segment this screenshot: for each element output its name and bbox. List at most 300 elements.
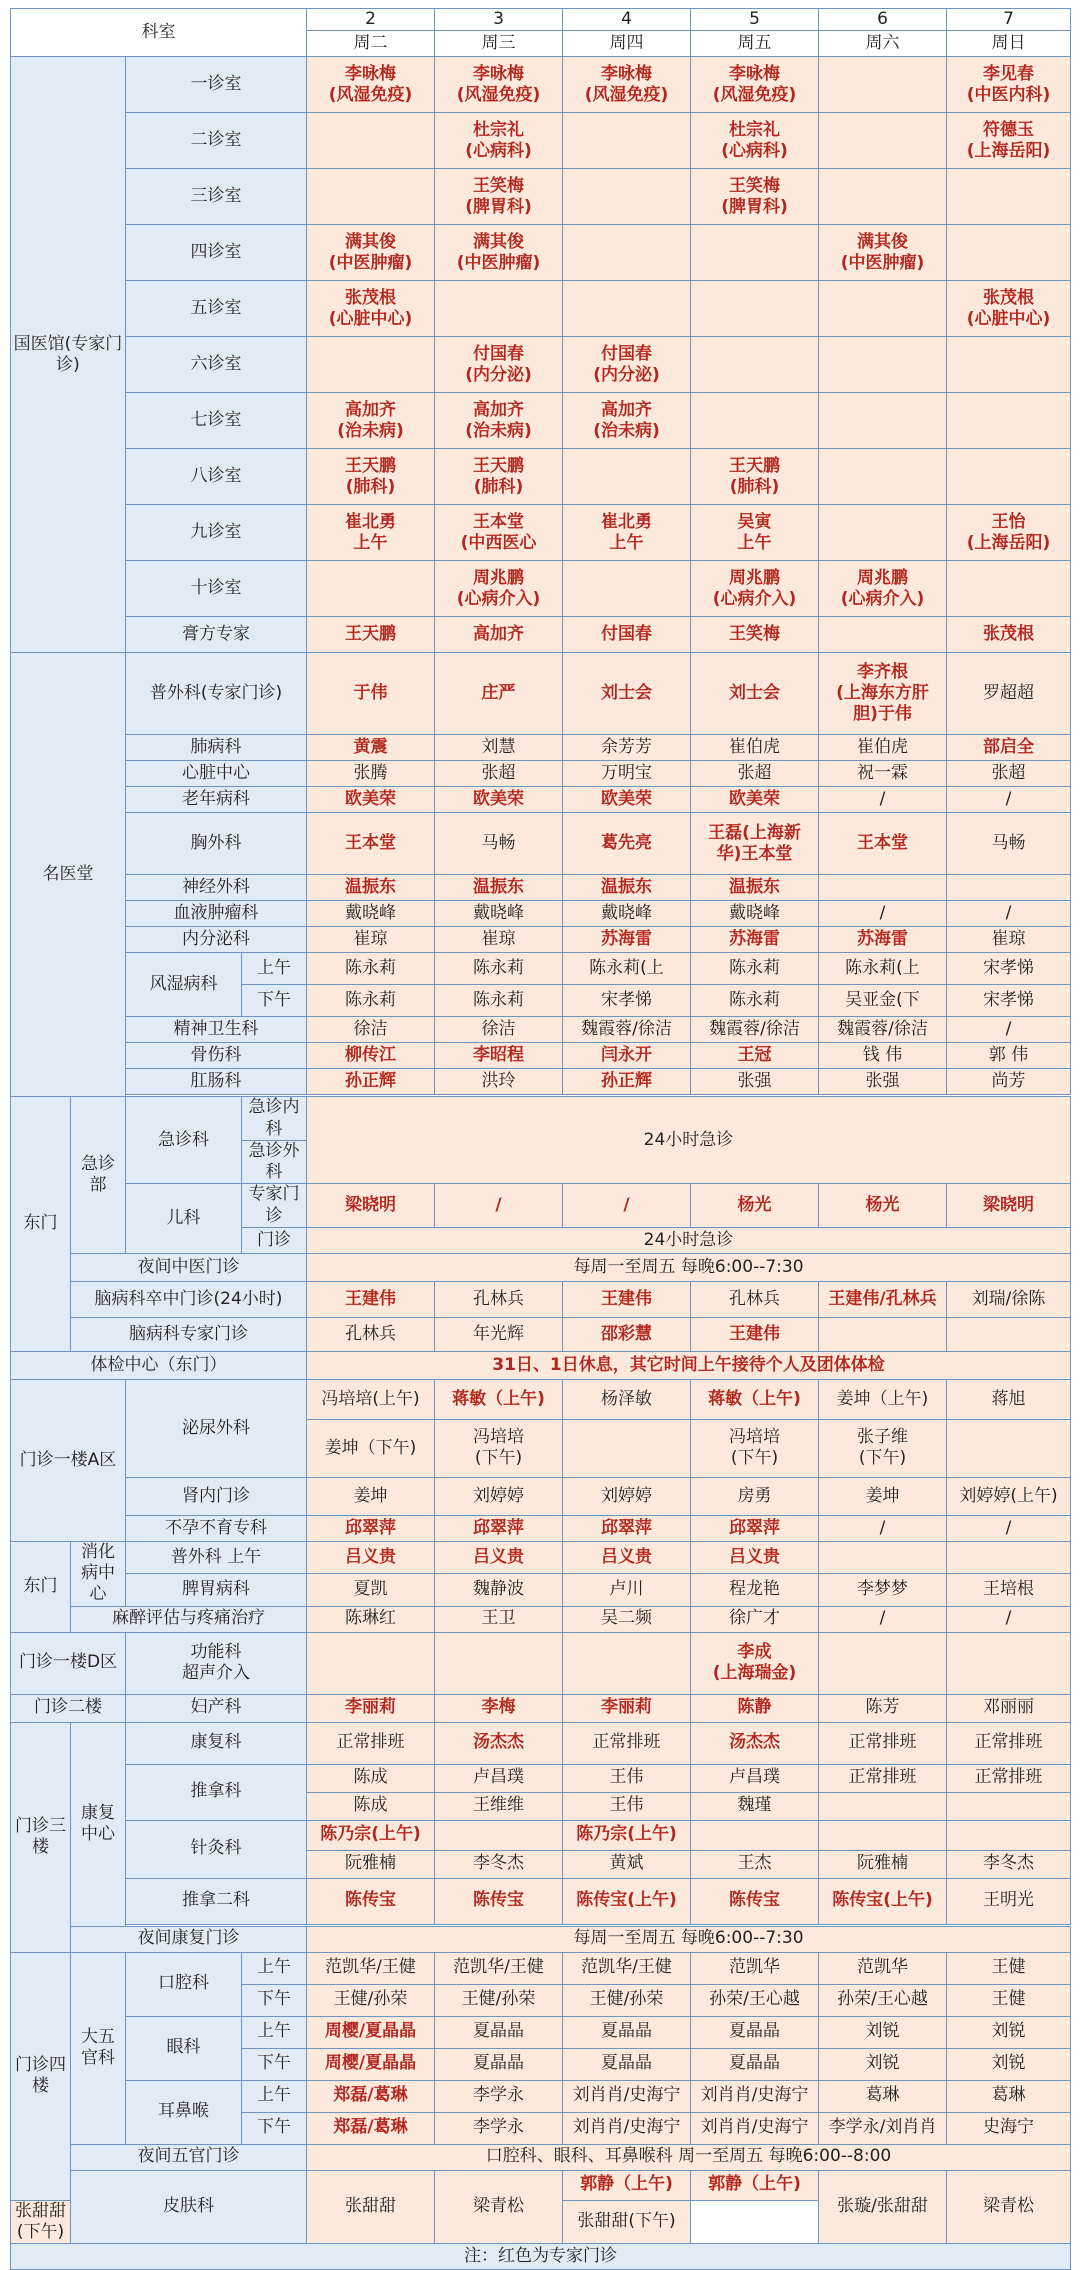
- doctor-cell: [563, 281, 691, 337]
- doctor-cell: 夏晶晶: [435, 2016, 563, 2048]
- doctor-cell: 王建伟: [307, 1281, 435, 1317]
- night-rehab-note: 每周一至周五 每晚6:00--7:30: [307, 1926, 1071, 1952]
- doctor-cell: 王伟: [563, 1764, 691, 1792]
- doctor-cell: 房勇: [691, 1477, 819, 1515]
- doctor-cell: [563, 113, 691, 169]
- doctor-cell: 柳传江: [307, 1043, 435, 1069]
- doctor-cell: 温振东: [691, 875, 819, 901]
- doctor-cell: 蒋旭: [947, 1379, 1071, 1419]
- schedule-row: [11, 2016, 1071, 2048]
- dept-label: 风湿病科: [126, 953, 242, 1017]
- session-label: 上午: [242, 953, 307, 985]
- section-ent-center: 大五官科: [71, 1952, 126, 2144]
- schedule-row: [11, 901, 1071, 927]
- doctor-cell: 陈永莉: [435, 985, 563, 1017]
- schedule-row: [11, 1097, 1071, 1141]
- doctor-cell: 马畅: [435, 813, 563, 875]
- doctor-cell: 陈传宝(上午): [819, 1878, 947, 1924]
- section-floor3: 门诊三楼: [11, 1722, 71, 1952]
- schedule-row: [11, 505, 1071, 561]
- doctor-cell: 卢昌璞: [435, 1764, 563, 1792]
- doctor-cell: 范凯华: [691, 1952, 819, 1984]
- doctor-cell: [563, 225, 691, 281]
- session-label: 上午: [242, 2016, 307, 2048]
- er-note: 24小时急诊: [307, 1097, 1071, 1184]
- doctor-cell: /: [563, 1184, 691, 1228]
- doctor-cell: 尚芳: [947, 1069, 1071, 1095]
- doctor-cell: [307, 2112, 435, 2144]
- doctor-cell: 符德玉 (上海岳阳): [947, 113, 1071, 169]
- schedule-row: [11, 1017, 1071, 1043]
- doctor-cell: 孔林兵: [691, 1281, 819, 1317]
- doctor-cell: 王天鹏 (肺科): [307, 449, 435, 505]
- doctor-cell: 汤杰杰: [435, 1722, 563, 1764]
- schedule-row: [11, 735, 1071, 761]
- doctor-cell: /: [819, 787, 947, 813]
- section-dongmen: 东门: [11, 1541, 71, 1632]
- doctor-cell: 余芳芳: [563, 735, 691, 761]
- schedule-row: [11, 1764, 1071, 1792]
- doctor-cell: 姜坤（上午): [819, 1379, 947, 1419]
- doctor-cell: 庄严: [435, 653, 563, 735]
- room-label: 五诊室: [126, 281, 307, 337]
- doctor-cell: 温振东: [563, 875, 691, 901]
- doctor-cell: [691, 393, 819, 449]
- doctor-cell: 王天鹏 (肺科): [691, 449, 819, 505]
- dept-label: 针灸科: [126, 1820, 307, 1878]
- doctor-cell: 李梦梦: [819, 1574, 947, 1606]
- schedule-row: [11, 1379, 1071, 1419]
- doctor-cell: 邵彩慧: [563, 1317, 691, 1351]
- weekday: 周四: [563, 31, 691, 57]
- doctor-cell: 刘婷婷: [563, 1477, 691, 1515]
- dept-label: 夜间五官门诊: [71, 2144, 307, 2170]
- session-label: 下午: [242, 985, 307, 1017]
- doctor-cell: 闫永开: [563, 1043, 691, 1069]
- doctor-cell: 王本堂: [307, 813, 435, 875]
- doctor-cell: 戴晓峰: [691, 901, 819, 927]
- dept-label: 儿科: [126, 1184, 242, 1254]
- doctor-cell: 王笑梅 (脾胃科): [435, 169, 563, 225]
- doctor-cell: 陈传宝: [691, 1878, 819, 1924]
- doctor-cell: 程龙艳: [691, 1574, 819, 1606]
- doctor-cell: /: [947, 1515, 1071, 1541]
- doctor-cell: 周兆鹏 (心病介入): [691, 561, 819, 617]
- schedule-row: [11, 1926, 1071, 1952]
- doctor-cell: 李冬杰: [947, 1850, 1071, 1878]
- doctor-cell: 刘士会: [563, 653, 691, 735]
- doctor-cell: 姜坤: [307, 1477, 435, 1515]
- session-label: 下午: [242, 2048, 307, 2080]
- doctor-cell: /: [947, 901, 1071, 927]
- doctor-cell: /: [819, 901, 947, 927]
- schedule-row: [11, 1477, 1071, 1515]
- doctor-cell: 正常排班: [947, 1764, 1071, 1792]
- schedule-row: [11, 1317, 1071, 1351]
- doctor-cell: 魏霞蓉/徐洁: [563, 1017, 691, 1043]
- doctor-cell: 孙荣/王心越: [691, 1984, 819, 2016]
- dept-label: 推拿科: [126, 1764, 307, 1820]
- doctor-cell: 郭静（上午): [563, 2170, 691, 2200]
- doctor-cell: [947, 1632, 1071, 1694]
- weekday: 周日: [947, 31, 1071, 57]
- doctor-cell: 刘瑞/徐陈: [947, 1281, 1071, 1317]
- schedule-row: [11, 1820, 1071, 1850]
- doctor-cell: 正常排班: [819, 1764, 947, 1792]
- doctor-cell: [819, 1632, 947, 1694]
- doctor-cell: 宋孝悌: [947, 953, 1071, 985]
- checkup-note: 31日、1日休息，其它时间上午接待个人及团体体检: [307, 1351, 1071, 1379]
- section-floor1d: 门诊一楼D区: [11, 1632, 126, 1694]
- doctor-cell: 李咏梅 (风湿免疫): [307, 57, 435, 113]
- doctor-cell: 陈琳红: [307, 1606, 435, 1632]
- doctor-cell: 夏晶晶: [691, 2048, 819, 2080]
- doctor-cell: 张腾: [307, 761, 435, 787]
- doctor-cell: [307, 561, 435, 617]
- doctor-name: 郑磊/葛琳: [333, 2117, 408, 2138]
- schedule-row: [11, 449, 1071, 505]
- doctor-cell: 郭 伟: [947, 1043, 1071, 1069]
- doctor-cell: 孔林兵: [307, 1317, 435, 1351]
- room-label: 四诊室: [126, 225, 307, 281]
- doctor-cell: 张超: [435, 761, 563, 787]
- doctor-cell: [563, 169, 691, 225]
- doctor-cell: 邓丽丽: [947, 1694, 1071, 1722]
- doctor-cell: [563, 561, 691, 617]
- peds-note: 24小时急诊: [307, 1227, 1071, 1253]
- schedule-row: [11, 1541, 1071, 1573]
- schedule-row: [11, 2144, 1071, 2170]
- doctor-cell: 部启全: [947, 735, 1071, 761]
- doctor-cell: 王天鹏: [307, 617, 435, 653]
- doctor-cell: [819, 875, 947, 901]
- doctor-cell: [819, 337, 947, 393]
- doctor-cell: 范凯华/王健: [435, 1952, 563, 1984]
- dept-label: 血液肿瘤科: [126, 901, 307, 927]
- doctor-cell: /: [435, 1184, 563, 1228]
- doctor-cell: [307, 169, 435, 225]
- doctor-cell: 付国春: [563, 617, 691, 653]
- doctor-cell: 年光辉: [435, 1317, 563, 1351]
- doctor-cell: 祝一霖: [819, 761, 947, 787]
- doctor-cell: 刘肖肖/史海宁: [691, 2080, 819, 2112]
- doctor-cell: 卢昌璞: [691, 1764, 819, 1792]
- doctor-cell: 杜宗礼 (心病科): [691, 113, 819, 169]
- schedule-row: [11, 1574, 1071, 1606]
- dept-label: 夜间康复门诊: [71, 1926, 307, 1952]
- doctor-cell: 吕义贵: [691, 1541, 819, 1573]
- dept-label: 泌尿外科: [126, 1379, 307, 1477]
- day-num: 6: [819, 9, 947, 31]
- doctor-cell: 姜坤: [819, 1477, 947, 1515]
- doctor-cell: 邱翠萍: [307, 1515, 435, 1541]
- doctor-cell: [947, 1792, 1071, 1820]
- doctor-cell: 欧美荣: [691, 787, 819, 813]
- doctor-cell: 李见春 (中医内科): [947, 57, 1071, 113]
- schedule-row: [11, 1878, 1071, 1924]
- section-floor2: 门诊二楼: [11, 1694, 126, 1722]
- doctor-cell: 戴晓峰: [563, 901, 691, 927]
- doctor-cell: 张甜甜(下午): [11, 2200, 71, 2244]
- doctor-cell: 黄震: [307, 735, 435, 761]
- dept-label: 妇产科: [126, 1694, 307, 1722]
- doctor-cell: 王天鹏 (肺科): [435, 449, 563, 505]
- doctor-cell: [819, 1317, 947, 1351]
- doctor-cell: 王杰: [691, 1850, 819, 1878]
- doctor-cell: 陈永莉(上: [819, 953, 947, 985]
- room-label: 六诊室: [126, 337, 307, 393]
- doctor-cell: /: [819, 1606, 947, 1632]
- section-floor4: 门诊四楼: [11, 1952, 71, 2200]
- doctor-cell: 夏凯: [307, 1574, 435, 1606]
- day-num: 7: [947, 9, 1071, 31]
- doctor-cell: [819, 57, 947, 113]
- doctor-cell: 阮雅楠: [307, 1850, 435, 1878]
- doctor-cell: 吕义贵: [307, 1541, 435, 1573]
- doctor-cell: 夏晶晶: [691, 2016, 819, 2048]
- doctor-cell: [691, 225, 819, 281]
- doctor-cell: 王建伟: [691, 1317, 819, 1351]
- schedule-row: [11, 1722, 1071, 1764]
- doctor-cell: 吴寅 上午: [691, 505, 819, 561]
- doctor-cell: [819, 169, 947, 225]
- dept-label: 心脏中心: [126, 761, 307, 787]
- doctor-cell: 刘婷婷: [435, 1477, 563, 1515]
- doctor-cell: [947, 561, 1071, 617]
- schedule-row: [11, 787, 1071, 813]
- doctor-cell: 张甜甜(下午): [563, 2200, 691, 2244]
- doctor-cell: 欧美荣: [563, 787, 691, 813]
- doctor-cell: 刘婷婷(上午): [947, 1477, 1071, 1515]
- doctor-cell: 李咏梅 (风湿免疫): [435, 57, 563, 113]
- dept-label: 肛肠科: [126, 1069, 307, 1095]
- doctor-cell: 王笑梅 (脾胃科): [691, 169, 819, 225]
- doctor-cell: 张超: [947, 761, 1071, 787]
- doctor-cell: 阮雅楠: [819, 1850, 947, 1878]
- section-er: 急诊部: [71, 1097, 126, 1254]
- doctor-cell: 满其俊 (中医肿瘤): [819, 225, 947, 281]
- doctor-cell: 张超: [691, 761, 819, 787]
- header-dept: 科室: [11, 9, 307, 57]
- doctor-cell: 王卫: [435, 1606, 563, 1632]
- doctor-cell: /: [947, 1606, 1071, 1632]
- doctor-cell: 付国春 (内分泌): [563, 337, 691, 393]
- doctor-cell: 魏霞蓉/徐洁: [819, 1017, 947, 1043]
- doctor-cell: 范凯华/王健: [307, 1952, 435, 1984]
- day-num: 2: [307, 9, 435, 31]
- doctor-cell: [947, 393, 1071, 449]
- doctor-cell: 陈传宝: [435, 1878, 563, 1924]
- doctor-cell: [947, 1419, 1071, 1477]
- doctor-cell: /: [947, 787, 1071, 813]
- dept-label: 眼科: [126, 2016, 242, 2080]
- section-mingyi: 名医堂: [11, 653, 126, 1097]
- doctor-cell: 史海宁: [947, 2112, 1071, 2144]
- doctor-cell: /: [947, 1017, 1071, 1043]
- doctor-cell: 梁晓明: [947, 1184, 1071, 1228]
- doctor-cell: 刘士会: [691, 653, 819, 735]
- doctor-cell: [307, 2080, 435, 2112]
- doctor-cell: 崔琼: [947, 927, 1071, 953]
- room-label: 三诊室: [126, 169, 307, 225]
- doctor-cell: [947, 1317, 1071, 1351]
- doctor-cell: 黄斌: [563, 1850, 691, 1878]
- doctor-cell: 陈芳: [819, 1694, 947, 1722]
- day-num: 3: [435, 9, 563, 31]
- schedule-row: [11, 281, 1071, 337]
- schedule-row: [11, 225, 1071, 281]
- schedule-row: [11, 1606, 1071, 1632]
- doctor-cell: 欧美荣: [307, 787, 435, 813]
- doctor-cell: 王笑梅: [691, 617, 819, 653]
- doctor-cell: 吕义贵: [435, 1541, 563, 1573]
- dept-label: 老年病科: [126, 787, 307, 813]
- doctor-cell: 正常排班: [563, 1722, 691, 1764]
- dept-label: 精神卫生科: [126, 1017, 307, 1043]
- doctor-cell: 钱 伟: [819, 1043, 947, 1069]
- schedule-row: [11, 169, 1071, 225]
- doctor-cell: 万明宝: [563, 761, 691, 787]
- doctor-cell: 张茂根: [947, 617, 1071, 653]
- doctor-cell: 邱翠萍: [563, 1515, 691, 1541]
- doctor-cell: 戴晓峰: [435, 901, 563, 927]
- doctor-cell: /: [819, 1515, 947, 1541]
- weekday: 周二: [307, 31, 435, 57]
- doctor-cell: 陈成: [307, 1792, 435, 1820]
- doctor-cell: 魏瑾: [691, 1792, 819, 1820]
- schedule-row: [11, 1253, 1071, 1281]
- doctor-cell: 孙正辉: [563, 1069, 691, 1095]
- doctor-cell: 姜坤（下午): [307, 1419, 435, 1477]
- doctor-cell: 张甜甜: [307, 2170, 435, 2244]
- schedule-row: [11, 927, 1071, 953]
- doctor-cell: 邱翠萍: [691, 1515, 819, 1541]
- doctor-cell: 李冬杰: [435, 1850, 563, 1878]
- doctor-cell: [819, 1820, 947, 1850]
- doctor-cell: 陈成: [307, 1764, 435, 1792]
- doctor-cell: 王伟: [563, 1792, 691, 1820]
- session-label: 下午: [242, 2112, 307, 2144]
- doctor-cell: 范凯华: [819, 1952, 947, 1984]
- room-label: 膏方专家: [126, 617, 307, 653]
- doctor-cell: 高加齐 (治未病): [435, 393, 563, 449]
- section-digest: 消化病中心: [71, 1541, 126, 1606]
- dept-label: 急诊科: [126, 1097, 242, 1184]
- doctor-cell: [691, 337, 819, 393]
- schedule-row: [11, 813, 1071, 875]
- doctor-cell: 王培根: [947, 1574, 1071, 1606]
- doctor-cell: 夏晶晶: [563, 2048, 691, 2080]
- dept-label: 体检中心（东门）: [11, 1351, 307, 1379]
- day-num: 4: [563, 9, 691, 31]
- dept-label: 普外科 上午: [126, 1541, 307, 1573]
- doctor-cell: 王磊(上海新 华)王本堂: [691, 813, 819, 875]
- doctor-cell: 蒋敏（上午): [691, 1379, 819, 1419]
- doctor-name: 周樱/夏晶晶: [324, 2021, 417, 2042]
- doctor-cell: 洪玲: [435, 1069, 563, 1095]
- doctor-cell: 魏静波: [435, 1574, 563, 1606]
- doctor-cell: 王健/孙荣: [307, 1984, 435, 2016]
- schedule-row: [11, 2080, 1071, 2112]
- doctor-cell: 王建伟: [563, 1281, 691, 1317]
- room-label: 一诊室: [126, 57, 307, 113]
- doctor-cell: 张璇/张甜甜: [819, 2170, 947, 2244]
- doctor-cell: 冯培培 (下午): [691, 1419, 819, 1477]
- doctor-cell: 崔北勇 上午: [563, 505, 691, 561]
- doctor-cell: 徐广才: [691, 1606, 819, 1632]
- dept-label: 骨伤科: [126, 1043, 307, 1069]
- schedule-row: [11, 1515, 1071, 1541]
- doctor-cell: 高加齐 (治未病): [563, 393, 691, 449]
- weekday: 周六: [819, 31, 947, 57]
- schedule-row: [11, 1069, 1071, 1095]
- dept-label: 耳鼻喉: [126, 2080, 242, 2144]
- dept-label: 脑病科专家门诊: [71, 1317, 307, 1351]
- section-rehab: 康复中心: [71, 1722, 126, 1926]
- doctor-cell: 刘锐: [947, 2016, 1071, 2048]
- doctor-cell: 孙荣/王心越: [819, 1984, 947, 2016]
- doctor-cell: 夏晶晶: [563, 2016, 691, 2048]
- doctor-cell: 梁青松: [947, 2170, 1071, 2244]
- schedule-row: [11, 653, 1071, 735]
- doctor-cell: 陈永莉(上: [563, 953, 691, 985]
- schedule-row: [11, 1632, 1071, 1694]
- doctor-cell: 陈永莉: [691, 953, 819, 985]
- doctor-cell: 刘慧: [435, 735, 563, 761]
- dept-label: 功能科 超声介入: [126, 1632, 307, 1694]
- doctor-cell: 高加齐: [435, 617, 563, 653]
- doctor-cell: 李昭程: [435, 1043, 563, 1069]
- doctor-cell: 陈永莉: [307, 985, 435, 1017]
- schedule-row: [11, 875, 1071, 901]
- schedule-row: [11, 1043, 1071, 1069]
- doctor-cell: 刘肖肖/史海宁: [563, 2080, 691, 2112]
- schedule-row: [11, 393, 1071, 449]
- schedule-row: [11, 1351, 1071, 1379]
- schedule-row: [11, 1952, 1071, 1984]
- doctor-cell: 崔琼: [307, 927, 435, 953]
- doctor-cell: 陈永莉: [435, 953, 563, 985]
- dept-label: 急诊外科: [242, 1140, 307, 1184]
- doctor-cell: [819, 1541, 947, 1573]
- schedule-row: [11, 617, 1071, 653]
- doctor-cell: 卢川: [563, 1574, 691, 1606]
- doctor-cell: [819, 393, 947, 449]
- doctor-name: 周樱/夏晶晶: [324, 2053, 417, 2074]
- room-label: 八诊室: [126, 449, 307, 505]
- weekday: 周五: [691, 31, 819, 57]
- footer-note: 注：红色为专家门诊: [11, 2244, 1071, 2270]
- doctor-cell: [563, 1419, 691, 1477]
- doctor-cell: 戴晓峰: [307, 901, 435, 927]
- doctor-cell: 冯培培 (下午): [435, 1419, 563, 1477]
- doctor-cell: [307, 2048, 435, 2080]
- doctor-cell: 刘肖肖/史海宁: [563, 2112, 691, 2144]
- doctor-cell: 陈传宝: [307, 1878, 435, 1924]
- dept-label: 专家门诊: [242, 1184, 307, 1228]
- dept-label: 急诊内科: [242, 1097, 307, 1141]
- doctor-cell: 王本堂: [819, 813, 947, 875]
- doctor-cell: [819, 1792, 947, 1820]
- dept-label: 皮肤科: [71, 2170, 307, 2244]
- schedule-row: [11, 1694, 1071, 1722]
- doctor-cell: 满其俊 (中医肿瘤): [435, 225, 563, 281]
- doctor-cell: [691, 281, 819, 337]
- schedule-row: [11, 57, 1071, 113]
- doctor-cell: 罗超超: [947, 653, 1071, 735]
- doctor-cell: 温振东: [435, 875, 563, 901]
- doctor-cell: 冯培培(上午): [307, 1379, 435, 1419]
